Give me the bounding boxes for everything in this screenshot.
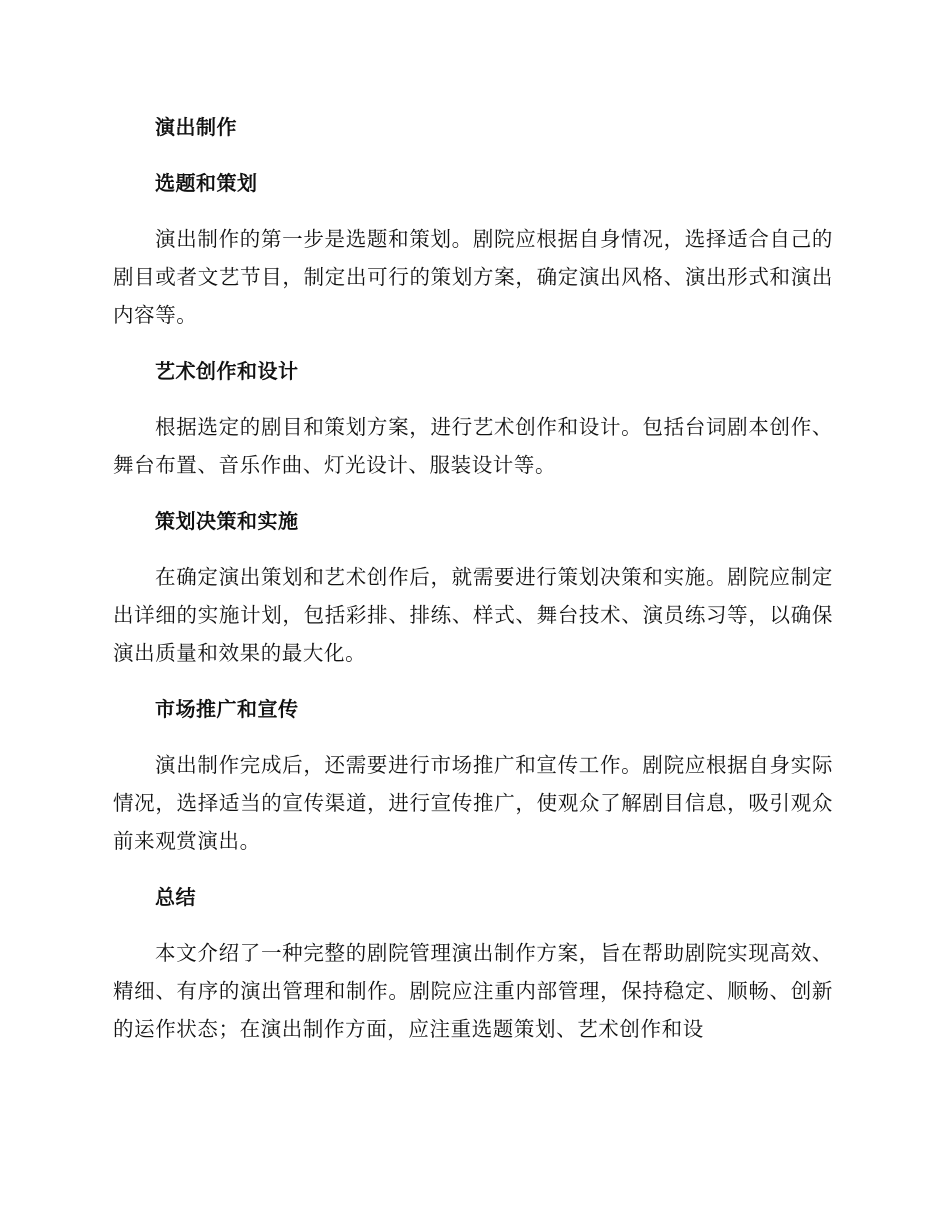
section-heading-decision-implementation: 策划决策和实施 xyxy=(155,509,299,533)
paragraph-topic-planning: 演出制作的第一步是选题和策划。剧院应根据自身情况，选择适合自己的剧目或者文艺节目，制定出可行的策划方案，确定演出风格、演出形式和演出内容等。 xyxy=(113,227,833,327)
paragraph-decision-implementation: 在确定演出策划和艺术创作后，就需要进行策划决策和实施。剧院应制定出详细的实施计划，包括彩排、排练、样式、舞台技术、演员练习等，以确保演出质量和效果的最大化。 xyxy=(113,565,833,665)
document-body xyxy=(113,108,833,1066)
paragraph-art-design: 根据选定的剧目和策划方案，进行艺术创作和设计。包括台词剧本创作、舞台布置、音乐作曲、灯光设计、服装设计等。 xyxy=(113,415,833,477)
paragraph-summary: 本文介绍了一种完整的剧院管理演出制作方案，旨在帮助剧院实现高效、精细、有序的演出管理和制作。剧院应注重内部管理，保持稳定、顺畅、创新的运作状态；在演出制作方面，应注重选题策划、艺术创作和设 xyxy=(113,941,833,1041)
section-heading-production: 演出制作 xyxy=(155,115,237,139)
section-heading-marketing: 市场推广和宣传 xyxy=(155,697,299,721)
paragraph-marketing: 演出制作完成后，还需要进行市场推广和宣传工作。剧院应根据自身实际情况，选择适当的宣传渠道，进行宣传推广，使观众了解剧目信息，吸引观众前来观赏演出。 xyxy=(113,753,833,853)
section-heading-summary: 总结 xyxy=(155,885,196,909)
section-heading-topic-planning: 选题和策划 xyxy=(155,171,258,195)
section-heading-art-design: 艺术创作和设计 xyxy=(155,359,299,383)
